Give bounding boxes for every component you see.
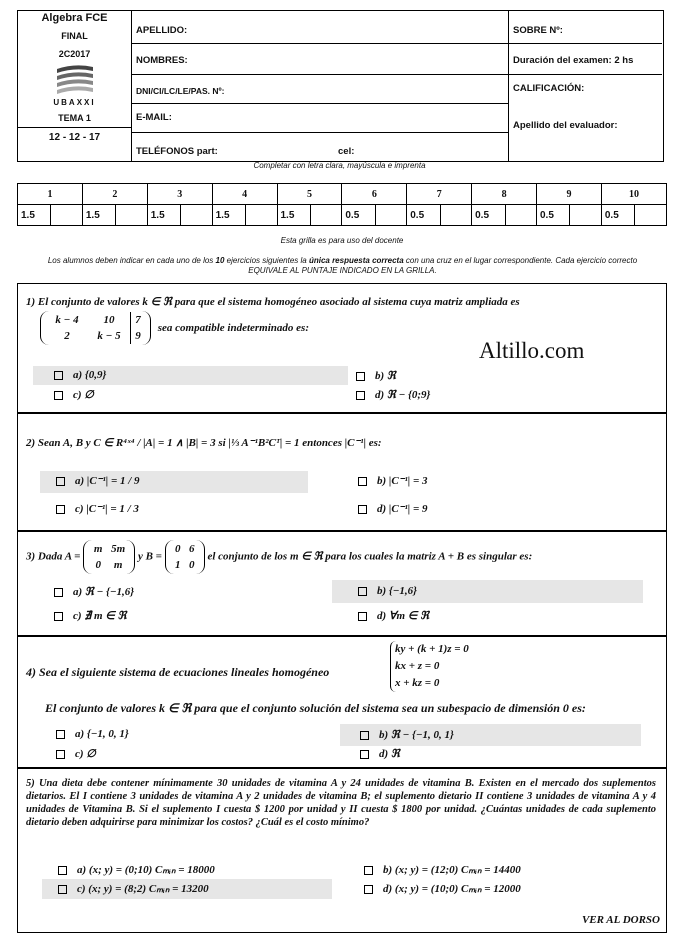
instructions-part1: Los alumnos deben indicar en cada uno de los xyxy=(47,256,214,265)
header-note: Completar con letra clara, mayúscula e imprenta xyxy=(253,161,426,170)
q3-a22: m xyxy=(113,559,123,571)
dni-field[interactable]: DNI/CI/LC/LE/PAS. Nº: xyxy=(132,76,508,104)
option-label: a) {0,9} xyxy=(73,369,107,381)
grid-mark-cell[interactable] xyxy=(375,205,406,226)
q3-b12: 6 xyxy=(188,543,195,555)
course-title: Algebra FCE xyxy=(41,12,108,24)
option-label: c) ∅ xyxy=(73,389,94,401)
checkbox[interactable] xyxy=(56,477,65,486)
option-label: b) (x; y) = (12;0) Cₘᵢₙ = 14400 xyxy=(383,864,521,876)
instructions xyxy=(30,256,655,276)
checkbox[interactable] xyxy=(358,612,367,621)
grid-number: 5 xyxy=(277,184,342,205)
q3-a12: 5m xyxy=(111,543,126,555)
checkbox[interactable] xyxy=(56,730,65,739)
sobre-field[interactable]: SOBRE Nº: xyxy=(509,11,662,44)
q2-option-a[interactable] xyxy=(56,474,140,487)
instructions-part2: ejercicios siguientes la xyxy=(226,256,307,265)
institution-name: UBAXXI xyxy=(53,98,96,107)
q1-option-d[interactable] xyxy=(356,388,430,401)
checkbox[interactable] xyxy=(58,866,67,875)
grid-number: 9 xyxy=(537,184,602,205)
q4-text-2: El conjunto de valores k ∈ ℜ para que el conjunto solución del sistema sea un subespacio de dimensión 0 es: xyxy=(45,701,586,715)
q3-a21: 0 xyxy=(95,559,101,571)
q5-option-d[interactable] xyxy=(364,882,521,895)
q4-text: 4) Sea el siguiente sistema de ecuaciones lineales homogéneo xyxy=(26,665,330,679)
score-grid xyxy=(17,183,667,226)
checkbox[interactable] xyxy=(364,866,373,875)
grid-score: 1.5 xyxy=(212,205,245,226)
q3-option-c[interactable] xyxy=(54,609,127,622)
q4-system xyxy=(390,641,469,692)
watermark: Altillo.com xyxy=(479,338,585,363)
question-2 xyxy=(17,413,667,531)
checkbox[interactable] xyxy=(360,750,369,759)
option-label: d) (x; y) = (10;0) Cₘᵢₙ = 12000 xyxy=(383,883,521,895)
grid-score: 0.5 xyxy=(601,205,634,226)
q5-option-c[interactable] xyxy=(58,882,209,895)
q5-option-a[interactable] xyxy=(58,863,215,876)
q3-option-b[interactable] xyxy=(358,585,417,597)
telefono-field[interactable] xyxy=(132,134,508,161)
checkbox[interactable] xyxy=(358,477,367,486)
grid-numbers-row xyxy=(18,184,667,205)
matrix-a xyxy=(83,540,135,574)
apellido-field[interactable]: APELLIDO: xyxy=(132,11,508,44)
q1-matrix xyxy=(40,311,309,345)
q3-text-pre: 3) Dada A = xyxy=(26,550,81,563)
grid-score: 0.5 xyxy=(342,205,375,226)
q2-option-c[interactable] xyxy=(56,502,139,515)
evaluador-field[interactable]: Apellido del evaluador: xyxy=(513,120,618,131)
question-5 xyxy=(17,768,667,933)
q3-b22: 0 xyxy=(188,559,195,571)
grid-score: 0.5 xyxy=(472,205,505,226)
option-label: b) ℜ − {−1, 0, 1} xyxy=(379,729,454,741)
exam-header xyxy=(17,10,664,162)
grid-number: 8 xyxy=(472,184,537,205)
email-field[interactable]: E-MAIL: xyxy=(132,105,508,133)
q3-option-d[interactable] xyxy=(358,609,429,622)
grid-mark-cell[interactable] xyxy=(181,205,212,226)
option-label: a) {−1, 0, 1} xyxy=(75,728,129,740)
checkbox[interactable] xyxy=(54,588,63,597)
equation-3: x + kz = 0 xyxy=(395,677,440,689)
option-label: c) |C⁻¹| = 1 / 3 xyxy=(75,503,139,515)
grid-number: 1 xyxy=(18,184,83,205)
q1-text: 1) El conjunto de valores k ∈ ℜ para que el sistema homogéneo asociado al sistema cuya matriz ampliada es xyxy=(26,296,520,308)
term: 2C2017 xyxy=(58,49,91,59)
grid-mark-cell[interactable] xyxy=(246,205,277,226)
q5-option-b[interactable] xyxy=(364,863,521,876)
matrix-b xyxy=(165,540,205,574)
grid-score: 0.5 xyxy=(407,205,440,226)
grid-mark-cell[interactable] xyxy=(310,205,341,226)
instructions-bold: única respuesta correcta xyxy=(308,256,404,265)
grid-score: 1.5 xyxy=(277,205,310,226)
checkbox[interactable] xyxy=(54,391,63,400)
option-label: b) |C⁻¹| = 3 xyxy=(377,475,428,487)
q4-option-a[interactable] xyxy=(56,728,129,740)
checkbox[interactable] xyxy=(356,372,365,381)
grid-score: 0.5 xyxy=(537,205,570,226)
instructions-count: 10 xyxy=(215,256,225,265)
grid-mark-cell[interactable] xyxy=(51,205,82,226)
option-label: d) ∀m ∈ ℜ xyxy=(377,610,430,622)
equation-1: ky + (k + 1)z = 0 xyxy=(395,643,469,655)
checkbox[interactable] xyxy=(364,885,373,894)
ubaxxi-logo xyxy=(55,63,95,97)
q2-text: 2) Sean A, B y C ∈ R⁴ˣ⁴ / |A| = 1 ∧ |B| = 3 si |⅓ A⁻¹B²Cᵀ| = 1 entonces |C⁻¹| es: xyxy=(26,437,382,449)
q4-option-b[interactable] xyxy=(360,728,454,741)
grid-number: 4 xyxy=(212,184,277,205)
checkbox[interactable] xyxy=(54,612,63,621)
student-fields xyxy=(132,11,509,161)
q4-option-d[interactable] xyxy=(360,747,400,760)
q1-option-a[interactable] xyxy=(54,369,106,381)
q3-b11: 0 xyxy=(174,543,181,555)
option-label: b) ℜ xyxy=(375,370,396,382)
checkbox[interactable] xyxy=(356,391,365,400)
grid-number: 7 xyxy=(407,184,472,205)
calificacion-field[interactable]: CALIFICACIÓN: xyxy=(513,83,585,94)
q3-text-mid: y B = xyxy=(137,550,162,563)
grid-number: 10 xyxy=(601,184,666,205)
cel-label: cel: xyxy=(338,146,355,157)
q1-option-b[interactable] xyxy=(356,369,396,382)
grid-scores-row xyxy=(18,205,667,226)
checkbox[interactable] xyxy=(358,587,367,596)
exam-date: 12 - 12 - 17 xyxy=(18,127,131,148)
grid-mark-cell[interactable] xyxy=(505,205,536,226)
telefono-label: TELÉFONOS part: xyxy=(136,146,218,157)
q3-text xyxy=(26,540,666,574)
option-label: d) ℜ xyxy=(379,748,400,760)
grid-number: 6 xyxy=(342,184,407,205)
option-label: d) |C⁻¹| = 9 xyxy=(377,503,428,515)
course-info xyxy=(18,11,132,161)
q2-option-b[interactable] xyxy=(358,474,427,487)
option-label: a) (x; y) = (0;10) Cₘᵢₙ = 18000 xyxy=(77,864,215,876)
grid-mark-cell[interactable] xyxy=(116,205,147,226)
checkbox[interactable] xyxy=(56,750,65,759)
grid-number: 2 xyxy=(82,184,147,205)
augmented-matrix xyxy=(40,311,151,345)
q3-a11: m xyxy=(93,543,103,555)
checkbox[interactable] xyxy=(360,731,369,740)
q3-b21: 1 xyxy=(174,559,181,571)
grid-mark-cell[interactable] xyxy=(440,205,471,226)
checkbox[interactable] xyxy=(358,505,367,514)
checkbox[interactable] xyxy=(56,505,65,514)
grid-score: 1.5 xyxy=(82,205,115,226)
option-label: a) |C⁻¹| = 1 / 9 xyxy=(75,475,140,487)
q1-m23: 9 xyxy=(135,330,141,342)
q3-option-a[interactable] xyxy=(54,585,134,598)
option-label: a) ℜ − {−1,6} xyxy=(73,586,135,598)
question-4 xyxy=(17,636,667,768)
option-label: c) ∄ m ∈ ℜ xyxy=(73,610,127,622)
q1-option-c[interactable] xyxy=(54,388,94,401)
q1-text-post: sea compatible indeterminado es: xyxy=(157,321,309,334)
q1-m22: k − 5 xyxy=(97,330,121,342)
q1-m11: k − 4 xyxy=(55,314,79,326)
question-1 xyxy=(17,283,667,413)
footer-note: VER AL DORSO xyxy=(581,914,660,926)
grid-score: 1.5 xyxy=(147,205,180,226)
tema: TEMA 1 xyxy=(58,113,91,123)
exam-type: FINAL xyxy=(61,31,88,41)
q1-m21: 2 xyxy=(64,330,70,342)
duracion-label: Duración del examen: 2 hs xyxy=(509,45,662,75)
grid-mark-cell[interactable] xyxy=(635,205,667,226)
q5-text: 5) Una dieta debe contener mínimamente 30 unidades de vitamina A y 24 unidades de vitamina B. Existen en el mercado dos suplementos dietarios. El I contiene 3 unidades de vitamina A y 2 unidades de vitamina B; el suplemento dietario II contiene 3 unidades de vitamina A y 4 unidades de Vitamina B. Si el suplemento I cuesta $ 1200 por unidad y II cuesta $ 1800 por unidad. ¿Cuántas unidades de cada suplemento dietario deben adquirirse para minimizar los costos? ¿Cuál es el costo mínimo? xyxy=(26,778,656,828)
q1-m12: 10 xyxy=(103,314,115,326)
q4-option-c[interactable] xyxy=(56,747,96,760)
option-label: c) ∅ xyxy=(75,748,96,760)
question-3 xyxy=(17,531,667,636)
q2-option-d[interactable] xyxy=(358,502,427,515)
grid-score: 1.5 xyxy=(18,205,51,226)
grid-mark-cell[interactable] xyxy=(570,205,601,226)
grid-note: Esta grilla es para uso del docente xyxy=(280,236,404,245)
q1-m13: 7 xyxy=(135,314,141,326)
option-label: c) (x; y) = (8;2) Cₘᵢₙ = 13200 xyxy=(77,883,209,895)
equation-2: kx + z = 0 xyxy=(395,660,440,672)
checkbox[interactable] xyxy=(58,885,67,894)
admin-fields xyxy=(509,11,662,161)
instructions-part3: con una cruz en el lugar correspondiente. Cada ejercicio correcto EQUIVALE AL PUNTAJE INDICADO EN LA GRILLA. xyxy=(248,256,638,275)
q3-text-post: el conjunto de los m ∈ ℜ para los cuales la matriz A + B es singular es: xyxy=(207,550,533,563)
option-label: d) ℜ − {0;9} xyxy=(375,389,431,401)
checkbox[interactable] xyxy=(54,371,63,380)
grid-number: 3 xyxy=(147,184,212,205)
option-label: b) {−1,6} xyxy=(377,585,417,597)
nombres-field[interactable]: NOMBRES: xyxy=(132,45,508,75)
